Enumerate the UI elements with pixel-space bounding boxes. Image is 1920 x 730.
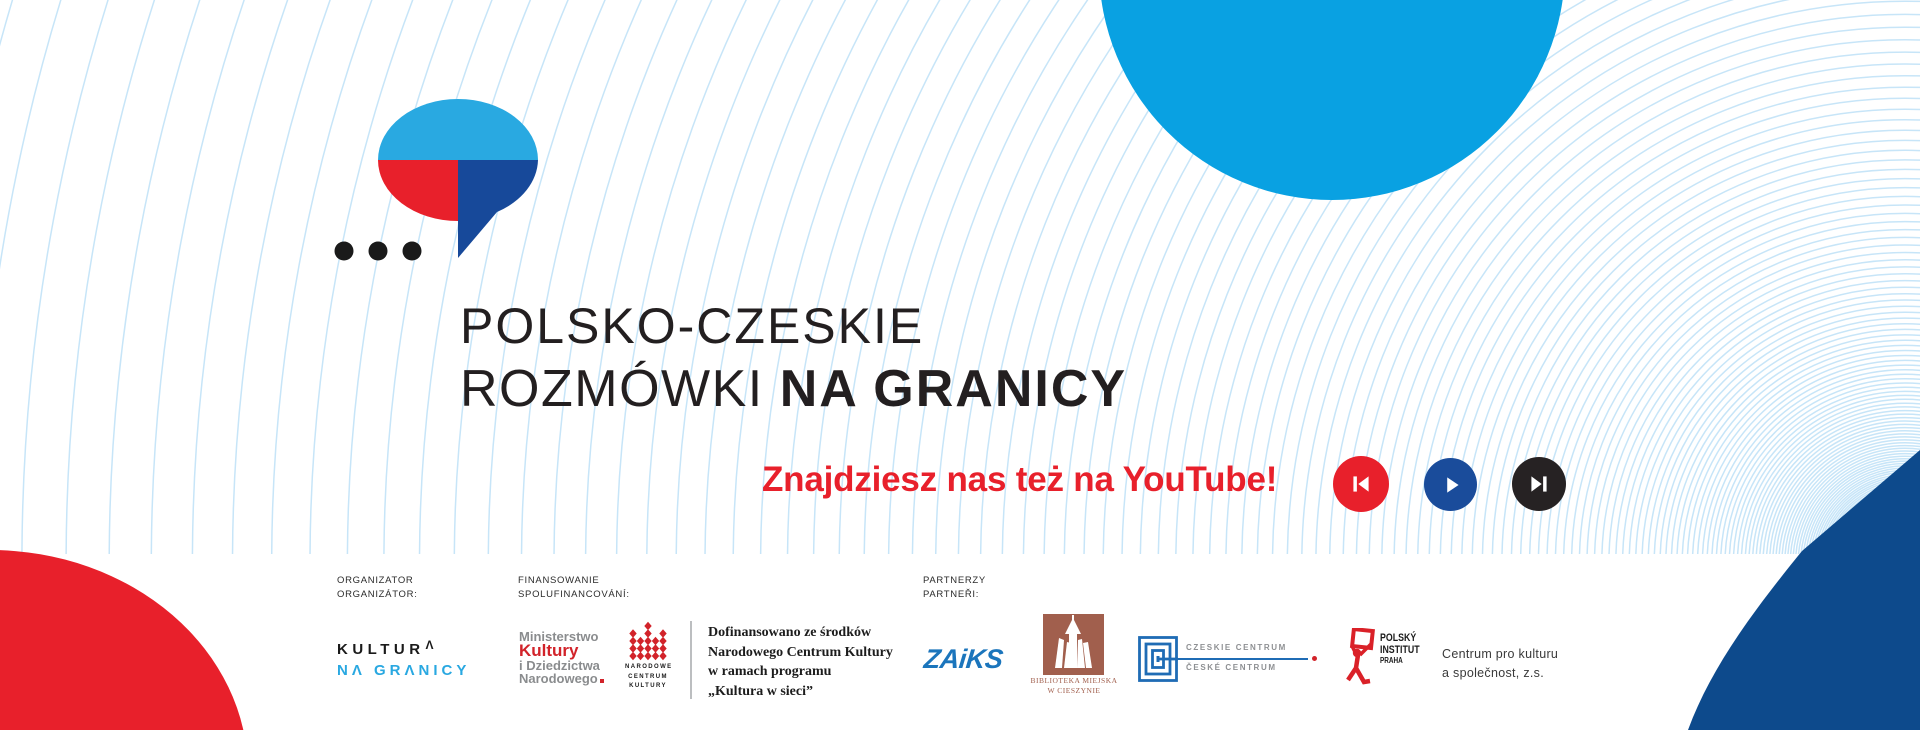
library-logo-text: BIBLIOTEKA MIEJSKA W CIESZYNIE — [1030, 676, 1118, 695]
kultura-na-granicy-logo — [337, 640, 470, 682]
centrum-pro-kulturu-text: Centrum pro kulturu a společnost, z.s. — [1442, 647, 1559, 680]
czech-centre-line — [1178, 658, 1308, 660]
bubble-top-half — [378, 99, 538, 160]
bubble-navy-tail — [458, 160, 538, 258]
bubble-red-quarter — [378, 160, 458, 221]
nck-crown-icon — [625, 618, 671, 666]
title-line2-bold: NA GRANICY — [779, 360, 1128, 418]
organizer-label: ORGANIZATOR ORGANIZÁTOR: — [337, 575, 418, 600]
logo-dots — [335, 242, 422, 261]
play-button[interactable] — [1424, 458, 1477, 511]
caret-mark: Λ — [425, 638, 439, 652]
polish-institute-text: POLSKÝ INSTITUT PRAHA — [1380, 632, 1420, 665]
vertical-divider — [690, 621, 692, 699]
skip-back-icon — [1348, 471, 1374, 497]
polish-institute-figure-icon — [1344, 628, 1378, 688]
partners-label: PARTNERZY PARTNEŘI: — [923, 575, 986, 600]
library-logo — [1043, 614, 1104, 675]
kultura-logo-line2: NΛ GRΛNICY — [337, 662, 471, 679]
grant-info-text: Dofinansowano ze środków Narodowego Centrum Kultury w ramach programu „Kultura w sieci” — [708, 625, 893, 699]
play-icon — [1438, 472, 1464, 498]
kultura-logo-line1: $KULTUR^\Lambda$ — [337, 638, 439, 658]
skip-forward-icon — [1526, 471, 1552, 497]
nck-logo-text: NARODOWE CENTRUM KULTURY — [625, 664, 673, 689]
skip-forward-button[interactable] — [1512, 457, 1566, 511]
youtube-cta-text: Znajdziesz nas też na YouTube! — [762, 460, 1278, 499]
financing-label: FINANSOWANIE SPOLUFINANCOVÁNÍ: — [518, 575, 630, 600]
page-title — [460, 295, 1127, 421]
czech-centre-label-pl: CZESKIE CENTRUM — [1186, 643, 1287, 652]
title-line2: ROZMÓWKI NA GRANICY — [460, 360, 1128, 418]
ministry-culture-logo: Ministerstwo Kultury i Dziedzictwa Narodowego — [519, 630, 604, 685]
title-line1: POLSKO-CZESKIE — [460, 298, 925, 354]
czech-centre-spiral-icon — [1138, 636, 1178, 682]
blue-circle-decor — [1099, 0, 1565, 200]
skip-back-button[interactable] — [1333, 456, 1389, 512]
red-square-dot — [600, 679, 605, 684]
ministry-last-line: Narodowego — [519, 672, 604, 685]
zaiks-logo: ZAiKS — [922, 644, 1005, 674]
library-tower-icon — [1043, 614, 1104, 675]
czech-centre-label-cz: ČESKÉ CENTRUM — [1186, 663, 1277, 672]
czech-centre-red-dot — [1312, 656, 1317, 661]
